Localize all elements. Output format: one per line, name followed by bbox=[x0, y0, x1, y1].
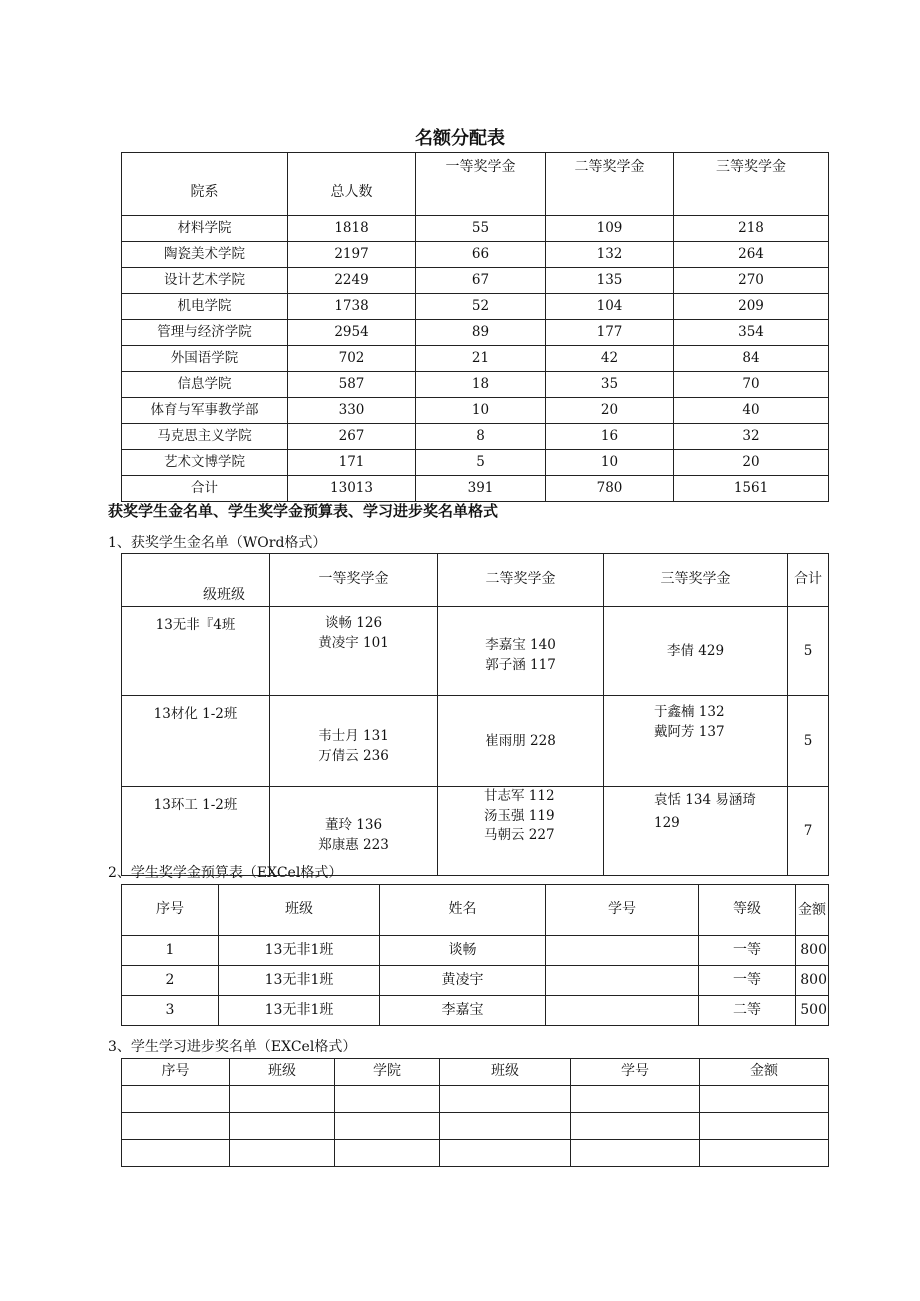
name-line: 于鑫楠 132 bbox=[654, 704, 725, 720]
cell: 艺术文博学院 bbox=[122, 450, 288, 476]
table-row bbox=[122, 320, 829, 346]
name-line: 129 bbox=[654, 814, 680, 831]
header-student-id: 学号 bbox=[571, 1059, 700, 1086]
header-class: 班级 bbox=[230, 1059, 335, 1086]
cell: 管理与经济学院 bbox=[122, 320, 288, 346]
header-index: 序号 bbox=[122, 885, 219, 936]
header-first: 一等奖学金 bbox=[416, 153, 546, 216]
second-cell bbox=[438, 696, 604, 787]
class-cell: 13材化 1-2班 bbox=[122, 696, 270, 787]
name-line: 万倩云 236 bbox=[318, 748, 389, 764]
cell bbox=[546, 936, 699, 966]
cell bbox=[230, 1140, 335, 1167]
table-row bbox=[122, 216, 829, 242]
cell: 黄凌宇 bbox=[380, 966, 546, 996]
cell bbox=[122, 1113, 230, 1140]
table-row bbox=[122, 696, 829, 787]
name-line: 谈畅 126 bbox=[324, 615, 383, 631]
cell bbox=[700, 1086, 829, 1113]
table-row bbox=[122, 996, 829, 1026]
cell: 132 bbox=[546, 242, 674, 268]
cell: 20 bbox=[546, 398, 674, 424]
cell bbox=[571, 1086, 700, 1113]
cell bbox=[440, 1113, 571, 1140]
header-college: 学院 bbox=[335, 1059, 440, 1086]
table-row bbox=[122, 346, 829, 372]
cell: 1561 bbox=[674, 476, 829, 502]
cell: 一等 bbox=[699, 966, 796, 996]
cell: 780 bbox=[546, 476, 674, 502]
cell: 1 bbox=[122, 936, 219, 966]
header-level: 等级 bbox=[699, 885, 796, 936]
second-cell bbox=[438, 607, 604, 696]
cell: 5 bbox=[416, 450, 546, 476]
cell: 20 bbox=[674, 450, 829, 476]
cell bbox=[335, 1113, 440, 1140]
header-second: 二等奖学金 bbox=[438, 554, 604, 607]
cell: 209 bbox=[674, 294, 829, 320]
table-row bbox=[122, 1086, 829, 1113]
header-dept: 院系 bbox=[122, 153, 288, 216]
cell: 32 bbox=[674, 424, 829, 450]
header-second: 二等奖学金 bbox=[546, 153, 674, 216]
cell: 67 bbox=[416, 268, 546, 294]
cell: 135 bbox=[546, 268, 674, 294]
cell: 8 bbox=[416, 424, 546, 450]
cell: 35 bbox=[546, 372, 674, 398]
cell: 信息学院 bbox=[122, 372, 288, 398]
page-title: 名额分配表 bbox=[415, 128, 505, 149]
name-line: 黄凌宇 101 bbox=[318, 635, 389, 652]
cell: 设计艺术学院 bbox=[122, 268, 288, 294]
name-line: 崔雨朋 228 bbox=[485, 732, 556, 749]
cell: 10 bbox=[416, 398, 546, 424]
third-cell bbox=[604, 607, 788, 696]
total-cell: 5 bbox=[788, 607, 829, 696]
name-line: 董玲 136 bbox=[324, 816, 383, 833]
cell: 2954 bbox=[288, 320, 416, 346]
third-cell bbox=[604, 787, 788, 876]
cell: 13无非1班 bbox=[219, 996, 380, 1026]
name-line: 郭子涵 117 bbox=[485, 657, 556, 673]
cell: 13无非1班 bbox=[219, 936, 380, 966]
cell: 一等 bbox=[699, 936, 796, 966]
table-row bbox=[122, 936, 829, 966]
cell: 218 bbox=[674, 216, 829, 242]
header-index: 序号 bbox=[122, 1059, 230, 1086]
cell bbox=[546, 996, 699, 1026]
cell: 104 bbox=[546, 294, 674, 320]
cell: 马克思主义学院 bbox=[122, 424, 288, 450]
cell: 587 bbox=[288, 372, 416, 398]
cell bbox=[700, 1140, 829, 1167]
cell: 354 bbox=[674, 320, 829, 346]
cell bbox=[335, 1140, 440, 1167]
second-cell bbox=[438, 787, 604, 876]
class-cell: 13环工 1-2班 bbox=[122, 787, 270, 876]
cell bbox=[571, 1113, 700, 1140]
cell: 材料学院 bbox=[122, 216, 288, 242]
header-total: 总人数 bbox=[288, 153, 416, 216]
table-row bbox=[122, 268, 829, 294]
section-heading: 获奖学生金名单、学生奖学金预算表、学习进步奖名单格式 bbox=[108, 502, 499, 520]
header-student-id: 学号 bbox=[546, 885, 699, 936]
section3-title: 3、学生学习进步奖名单（EXCel格式） bbox=[108, 1039, 357, 1055]
name-line: 戴阿芳 137 bbox=[654, 724, 725, 741]
cell: 合计 bbox=[122, 476, 288, 502]
cell: 机电学院 bbox=[122, 294, 288, 320]
cell: 40 bbox=[674, 398, 829, 424]
cell: 21 bbox=[416, 346, 546, 372]
header-name: 姓名 bbox=[380, 885, 546, 936]
cell bbox=[230, 1086, 335, 1113]
cell: 外国语学院 bbox=[122, 346, 288, 372]
table-row bbox=[122, 242, 829, 268]
cell: 谈畅 bbox=[380, 936, 546, 966]
table-row bbox=[122, 1113, 829, 1140]
cell: 109 bbox=[546, 216, 674, 242]
cell: 84 bbox=[674, 346, 829, 372]
class-cell: 13无非『4班 bbox=[122, 607, 270, 696]
cell bbox=[440, 1140, 571, 1167]
header-amount: 金额 bbox=[796, 885, 829, 936]
cell: 1818 bbox=[288, 216, 416, 242]
cell: 66 bbox=[416, 242, 546, 268]
name-line: 李倩 429 bbox=[666, 642, 725, 659]
budget-table bbox=[121, 884, 829, 1026]
cell: 2249 bbox=[288, 268, 416, 294]
cell: 3 bbox=[122, 996, 219, 1026]
cell: 70 bbox=[674, 372, 829, 398]
name-line: 郑康惠 223 bbox=[318, 837, 389, 853]
cell: 42 bbox=[546, 346, 674, 372]
header-total: 合计 bbox=[788, 554, 829, 607]
cell bbox=[335, 1086, 440, 1113]
header-third: 三等奖学金 bbox=[604, 554, 788, 607]
table-total-row bbox=[122, 476, 829, 502]
cell: 陶瓷美术学院 bbox=[122, 242, 288, 268]
cell: 800 bbox=[796, 936, 829, 966]
cell: 270 bbox=[674, 268, 829, 294]
header-class: 班级 bbox=[219, 885, 380, 936]
first-cell bbox=[270, 696, 438, 787]
total-cell: 5 bbox=[788, 696, 829, 787]
cell: 二等 bbox=[699, 996, 796, 1026]
cell: 55 bbox=[416, 216, 546, 242]
cell bbox=[546, 966, 699, 996]
cell: 李嘉宝 bbox=[380, 996, 546, 1026]
table-row bbox=[122, 966, 829, 996]
table-row bbox=[122, 1140, 829, 1167]
name-line: 李嘉宝 140 bbox=[485, 636, 556, 653]
award-list-table bbox=[121, 553, 829, 876]
cell: 2 bbox=[122, 966, 219, 996]
cell: 13013 bbox=[288, 476, 416, 502]
name-line: 甘志军 112 bbox=[484, 788, 555, 804]
header-amount: 金额 bbox=[700, 1059, 829, 1086]
cell: 13无非1班 bbox=[219, 966, 380, 996]
quota-table bbox=[121, 152, 829, 502]
award-header-row bbox=[122, 554, 829, 607]
budget-header-row bbox=[122, 885, 829, 936]
section2-title: 2、学生奖学金预算表（EXCel格式） bbox=[108, 865, 343, 881]
cell: 391 bbox=[416, 476, 546, 502]
header-first: 一等奖学金 bbox=[270, 554, 438, 607]
quota-header-row bbox=[122, 153, 829, 216]
third-cell bbox=[604, 696, 788, 787]
header-third: 三等奖学金 bbox=[674, 153, 829, 216]
cell: 177 bbox=[546, 320, 674, 346]
table-row bbox=[122, 372, 829, 398]
name-line: 汤玉强 119 bbox=[484, 807, 555, 824]
name-line: 马朝云 227 bbox=[484, 827, 555, 844]
cell: 1738 bbox=[288, 294, 416, 320]
cell: 16 bbox=[546, 424, 674, 450]
cell: 体育与军事教学部 bbox=[122, 398, 288, 424]
progress-award-table bbox=[121, 1058, 829, 1167]
cell bbox=[571, 1140, 700, 1167]
cell: 171 bbox=[288, 450, 416, 476]
name-line: 袁恬 134 易涵琦 bbox=[654, 792, 756, 808]
cell bbox=[230, 1113, 335, 1140]
section1-title: 1、获奖学生金名单（WOrd格式） bbox=[108, 535, 327, 551]
progress-header-row bbox=[122, 1059, 829, 1086]
cell bbox=[122, 1086, 230, 1113]
cell bbox=[700, 1113, 829, 1140]
first-cell bbox=[270, 607, 438, 696]
cell: 2197 bbox=[288, 242, 416, 268]
cell: 330 bbox=[288, 398, 416, 424]
cell: 267 bbox=[288, 424, 416, 450]
cell: 18 bbox=[416, 372, 546, 398]
cell: 10 bbox=[546, 450, 674, 476]
table-row bbox=[122, 398, 829, 424]
cell: 89 bbox=[416, 320, 546, 346]
table-row bbox=[122, 424, 829, 450]
cell: 500 bbox=[796, 996, 829, 1026]
header-class: 级班级 bbox=[122, 554, 270, 607]
table-row bbox=[122, 294, 829, 320]
cell: 52 bbox=[416, 294, 546, 320]
total-cell: 7 bbox=[788, 787, 829, 876]
cell: 702 bbox=[288, 346, 416, 372]
table-row bbox=[122, 607, 829, 696]
cell: 800 bbox=[796, 966, 829, 996]
header-class-2: 班级 bbox=[440, 1059, 571, 1086]
cell bbox=[122, 1140, 230, 1167]
cell: 264 bbox=[674, 242, 829, 268]
table-row bbox=[122, 450, 829, 476]
cell bbox=[440, 1086, 571, 1113]
name-line: 韦士月 131 bbox=[318, 727, 389, 744]
